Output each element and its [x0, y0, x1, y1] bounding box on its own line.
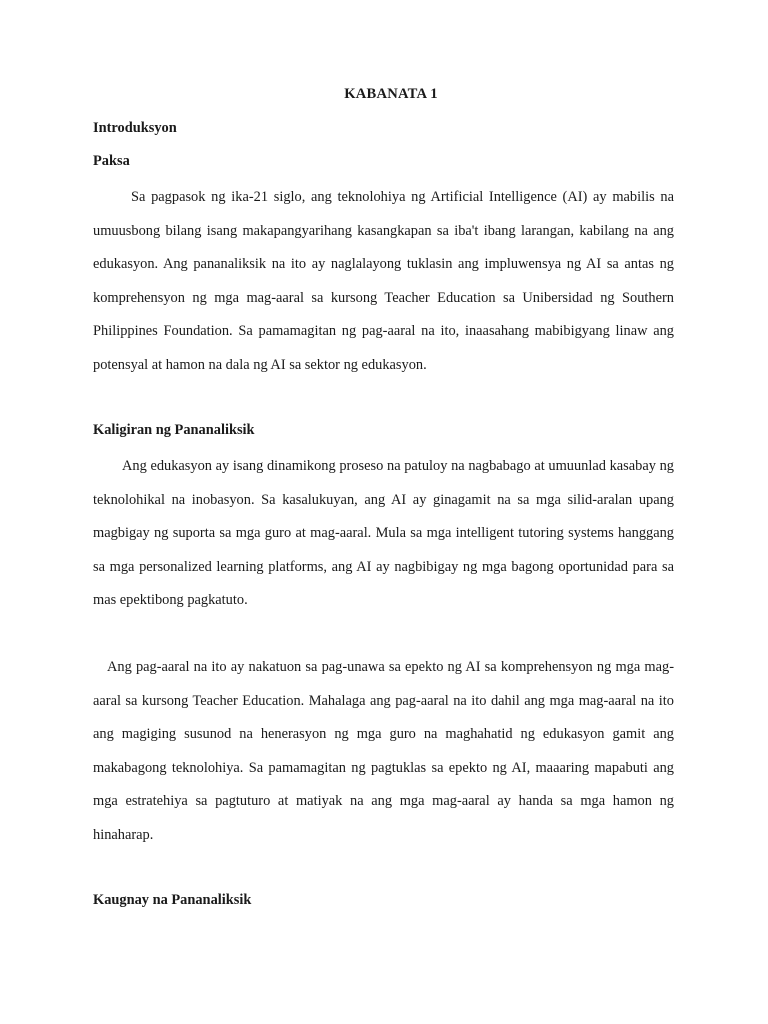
- section-heading-kaugnay: Kaugnay na Pananaliksik: [93, 892, 252, 908]
- kaligiran-paragraph-1: Ang edukasyon ay isang dinamikong proseso na patuloy na nagbabago at umuunlad kasabay ng teknolohikal na inobasyon. Sa kasalukuyan, ang AI ay ginagamit na sa mga silid-aralan upang magbigay ng suporta sa mga guro at mag-aaral. Mula sa mga intelligent tutoring systems hanggang sa mga personalized learning platforms, ang AI ay nagbibigay ng mga bagong oportunidad para sa mas epektibong pagkatuto.: [93, 458, 674, 609]
- section-heading-introduksyon: Introduksyon: [93, 120, 177, 136]
- section-heading-paksa: Paksa: [93, 153, 130, 169]
- kaligiran-paragraph-2: Ang pag-aaral na ito ay nakatuon sa pag-unawa sa epekto ng AI sa komprehensyon ng mga mag-aaral sa kursong Teacher Education. Mahalaga ang pag-aaral na ito dahil ang mga mag-aaral na ito ang magiging susunod na henerasyon ng mga guro na maghahatid ng edukasyon gamit ang makabagong teknolohiya. Sa pamamagitan ng pagtuklas sa epekto ng AI, maaaring mapabuti ang mga estratehiya sa pagtuturo at matiyak na ang mga mag-aaral ay handa sa mga hamon ng hinaharap.: [93, 659, 674, 843]
- chapter-title: KABANATA 1: [344, 86, 438, 102]
- section-heading-kaligiran: Kaligiran ng Pananaliksik: [93, 422, 255, 438]
- paksa-paragraph: Sa pagpasok ng ika-21 siglo, ang teknolohiya ng Artificial Intelligence (AI) ay mabilis na umuusbong bilang isang makapangyarihang kasangkapan sa iba't ibang larangan, kabilang na ang edukasyon. Ang pananaliksik na ito ay naglalayong tuklasin ang impluwensya ng AI sa antas ng komprehensyon ng mga mag-aaral sa kursong Teacher Education sa Unibersidad ng Southern Philippines Foundation. Sa pamamagitan ng pag-aaral na ito, inaasahang mabibigyang linaw ang potensyal at hamon na dala ng AI sa sektor ng edukasyon.: [93, 189, 674, 373]
